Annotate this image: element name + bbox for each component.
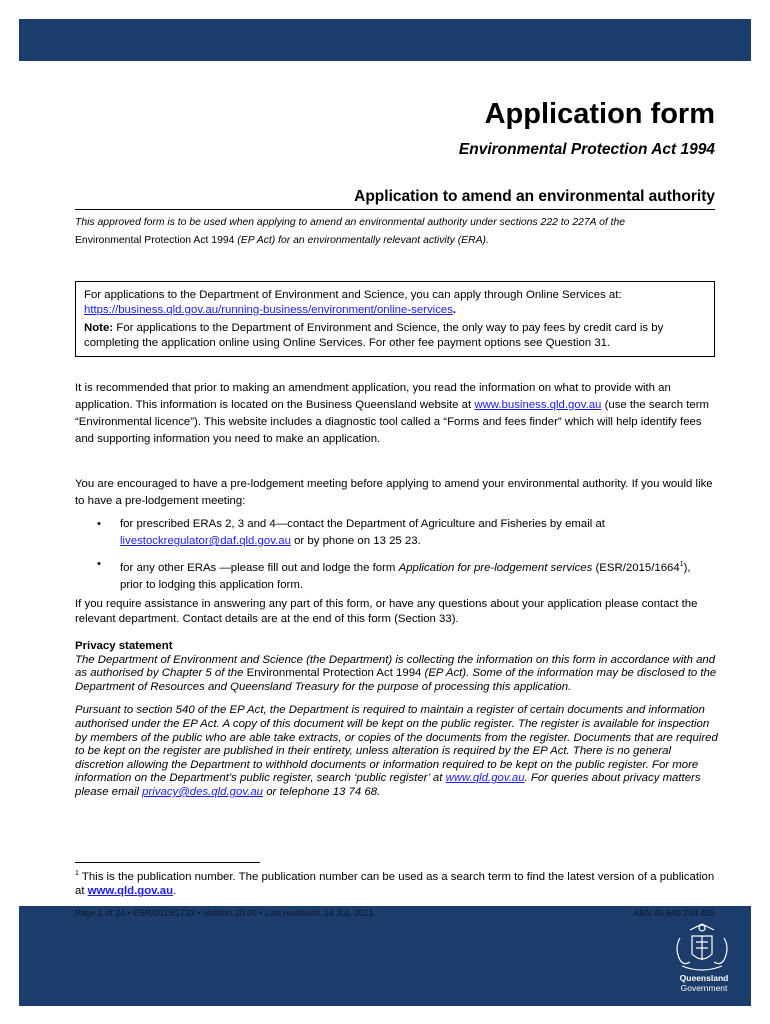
footnote-number: 1 [75, 870, 79, 877]
paragraph1-part2: (use the search term “Environmental licence”). This website includes a diagnostic tool called a “Forms and fees finder” which will help identify fees and supporting information you need to make an application. [75, 399, 710, 445]
recommendation-paragraph [75, 380, 720, 448]
privacy-p2-part1: Pursuant to section 540 of the EP Act, the Department is required to maintain a register of certain documents and information authorised under the EP Act. A copy of this document will be kept on the public register. The register is available for inspection by members of the public who are able take extracts, or copies of the documents from the register. Documents that are required to be kept on the register are published in their entirety, unless alteration is required by the EP Act. There is no general discretion allowing the Department to withhold documents or information required to be kept on the public register. For more information on the Department’s public register, search ‘public register’ at [75, 704, 718, 785]
notice-line1: For applications to the Department of Environment and Science, you can apply through Online Services at: [84, 289, 622, 301]
footer-abn: ABN 46 640 294 485 [633, 908, 715, 918]
privacy-p2-part3: or telephone 13 74 68. [263, 785, 381, 798]
prelodgement-paragraph: You are encouraged to have a pre-lodgement meeting before applying to amend your environmental authority. If you would like to have a pre-lodgement meeting: [75, 478, 713, 507]
livestock-email-link[interactable]: livestockregulator@daf.qld.gov.au [120, 535, 291, 547]
privacy-paragraph-1 [75, 654, 720, 695]
privacy-p1-part2: (EP Act). Some of the information may be disclosed to the Department of Resources and Queensland Treasury for the purpose of processing this application. [75, 667, 717, 693]
footnote-end: . [173, 885, 177, 898]
privacy-email-link[interactable]: privacy@des.qld.gov.au [142, 785, 264, 798]
bullet1-part2: or by phone on 13 25 23. [290, 535, 421, 547]
notice-link-end: . [452, 303, 457, 316]
bullet1-part1: for prescribed ERAs 2, 3 and 4—contact the Department of Agriculture and Fisheries by email at [120, 518, 605, 530]
footnote-text: This is the publication number. The publication number can be used as a search term to find the latest version of a publication at [75, 870, 715, 898]
note-label: Note: [84, 322, 114, 335]
list-item [75, 556, 715, 594]
footnote-qld-link[interactable]: www.qld.gov.au [87, 885, 174, 898]
header-band [19, 19, 751, 61]
bullet2-part2: (ESR/2015/1664 [592, 561, 680, 574]
note-text: For applications to the Department of Environment and Science, the only way to pay fees by credit card is by completing the application online using Online Services. For other fee payment options see Question 31. [84, 322, 664, 349]
bullet2-part1: for any other ERAs —please fill out and lodge the form [120, 561, 399, 574]
footer-meta: Page 1 of 24 • ESR/2015/1733 • Version 20.00 • Last reviewed: 14 JUL 2021 [75, 908, 374, 918]
privacy-act-name: Environmental Protection Act 1994 [246, 667, 422, 680]
logo-line2: Government [680, 983, 728, 993]
online-services-link[interactable]: https://business.qld.gov.au/running-business/environment/online-services [84, 303, 453, 316]
privacy-p1-part1: The Department of Environment and Science (the Department) is collecting the information on this form in accordance with and as authorised by Chapter 5 of the [75, 653, 716, 680]
paragraph1-part1: It is recommended that prior to making an amendment application, you read the information on what to provide with an application. This information is located on the Business Queensland website at [75, 382, 671, 411]
act-subtitle: Environmental Protection Act 1994 [458, 141, 715, 158]
qld-gov-link[interactable]: www.qld.gov.au [445, 772, 525, 785]
privacy-statement [75, 640, 720, 800]
footer-band [19, 906, 751, 1006]
bullet2-part3: ), prior to lodging this application form. [120, 561, 691, 591]
privacy-paragraph-2 [75, 704, 720, 799]
privacy-heading: Privacy statement [75, 640, 173, 652]
queensland-government-logo [672, 973, 736, 993]
assistance-paragraph: If you require assistance in answering any part of this form, or have any questions about your application please contact the relevant department. Contact details are at the end of this form (Section 33). [75, 598, 698, 625]
online-services-notice [75, 281, 715, 357]
heading-divider [75, 209, 715, 210]
logo-line1: Queensland [679, 973, 729, 983]
prelodgement-form-name: Application for pre-lodgement services [398, 561, 593, 574]
privacy-p2-part2: . For queries about privacy matters please email [75, 772, 701, 798]
list-item [75, 516, 715, 550]
intro-act-name: Environmental Protection Act 1994 [75, 235, 235, 246]
business-qld-link[interactable]: www.business.qld.gov.au [474, 399, 602, 411]
bullet-dot: • [97, 558, 101, 570]
footnote [75, 867, 725, 899]
intro-part2: (EP Act) for an environmentally relevant activity (ERA). [234, 235, 489, 246]
prelodgement-list [75, 516, 715, 600]
intro-part1: This approved form is to be used when applying to amend an environmental authority under sections 222 to 227A of the [75, 217, 626, 228]
footnote-divider [75, 862, 260, 863]
intro-text [75, 214, 715, 250]
form-heading: Application to amend an environmental authority [354, 188, 715, 205]
bullet-dot: • [97, 518, 101, 530]
page-title: Application form [484, 98, 715, 130]
footnote-ref: 1 [679, 561, 684, 568]
